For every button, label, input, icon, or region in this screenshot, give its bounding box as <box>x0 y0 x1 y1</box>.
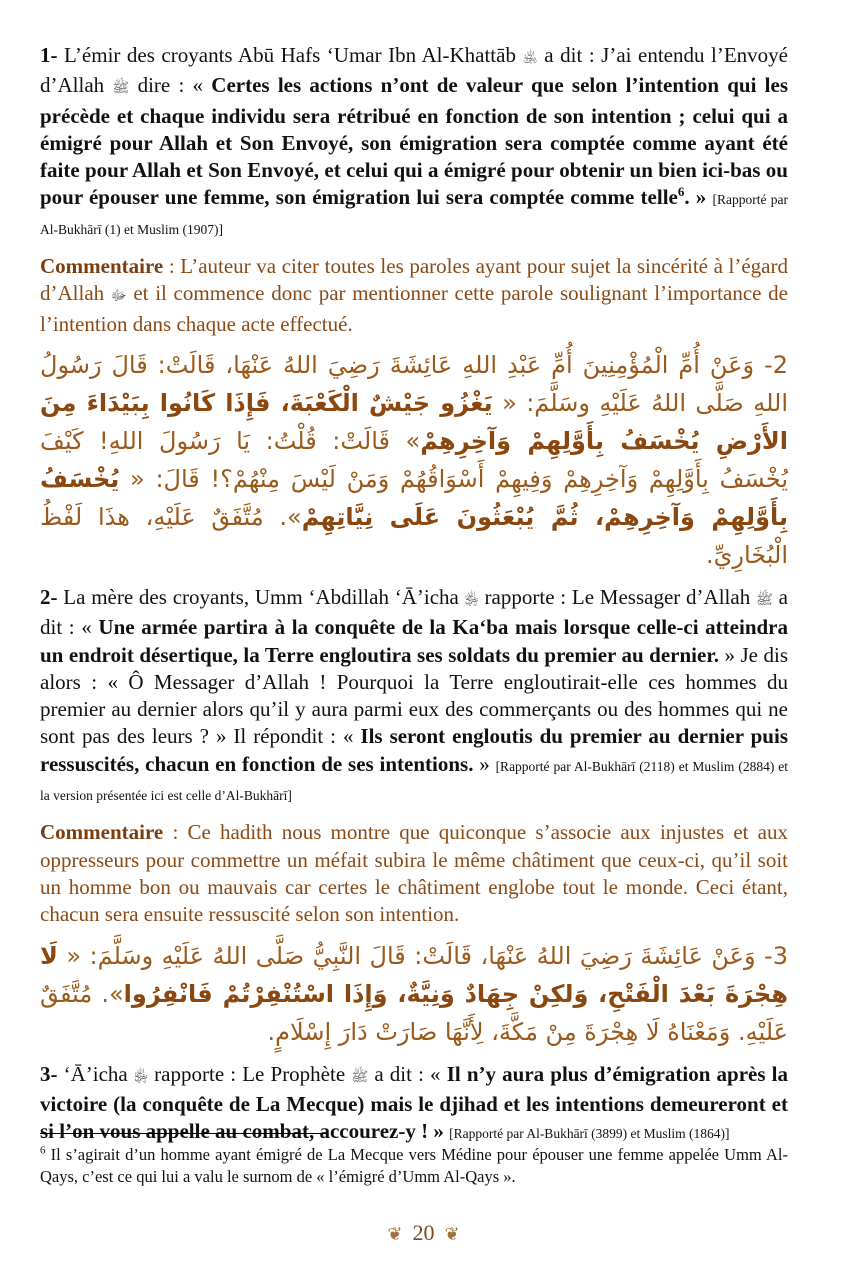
hadith-quote: يَغْزُو جَيْشٌ الْكَعْبَةَ، فَإِذَا كَانُوا بِبَيْدَاءَ مِنَ الأَرْضِ يُخْسَفُ بِأَوَّلِهِمْ وَآخِرِهِمْ <box>40 388 789 455</box>
hadith-quote: Ils seront engloutis du premier au dernier puis ressuscités, chacun en fonction de ses intentions. <box>40 724 788 776</box>
footnote-divider <box>40 1133 327 1134</box>
text: dire : « <box>129 73 212 98</box>
hadith-quote: لَا هِجْرَةَ بَعْدَ الْفَتْحِ، وَلكِنْ جِهَادٌ وَنِيَّةٌ، وَإِذَا اسْتُنْفِرْتُمْ فَانْفِرُوا <box>40 941 788 1008</box>
footnote-mark: 6 <box>40 1144 46 1157</box>
text: : Ce hadith nous montre que quiconque s’associe aux injustes et aux oppresseurs pour commettre un méfait subira le même châtiment que ceux-ci, qu’il soit un homme bon ou mauvais car certes le châtiment englobe tout le monde. Ceci étant, chacun sera ensuite ressuscité selon son intention. <box>40 820 788 927</box>
text: ‘Ā’icha <box>57 1061 134 1086</box>
floral-ornament-icon: ❦ <box>444 1224 460 1245</box>
text: 3- وَعَنْ عَائِشَةَ رَضِيَ اللهُ عَنْهَا، قَالَتْ: قَالَ النَّبِيُّ صَلَّى اللهُ عَلَيْهِ وسَلَّمَ: « <box>57 941 788 970</box>
commentary-2 <box>40 819 788 928</box>
page-footer <box>0 1220 847 1246</box>
hadith-quote: يُخْسَفُ بِأَوَّلِهِمْ وَآخِرِهِمْ، ثُمَّ يُبْعَثُونَ عَلَى نِيَّاتِهِمْ <box>40 464 789 531</box>
reference: [Rapporté par Al-Bukhārī (1) et Muslim (1907)] <box>40 192 789 237</box>
text: a dit : J’ai entendu l’Envoyé d’Allah <box>40 43 788 98</box>
text: a dit : « <box>40 584 788 640</box>
text: rapporte : Le Messager d’Allah <box>478 584 756 609</box>
footnote-text: Il s’agirait d’un homme ayant émigré de La Mecque vers Médine pour épouser une femme appelée Umm Al-Qays, c’est ce qui lui a valu le surnom de « l’émigré d’Umm Al-Qays ». <box>40 1145 788 1186</box>
honorific-icon: ﷺ <box>112 80 130 97</box>
page-number: 20 <box>412 1220 435 1245</box>
arabic-hadith-3 <box>40 937 788 1051</box>
text: L’émir des croyants Abū Hafs ‘Umar Ibn Al-Khattāb <box>57 43 523 67</box>
hadith-1-translation <box>40 42 788 243</box>
commentary-label: Commentaire <box>40 254 164 279</box>
honorific-icon: ﷺ <box>755 591 773 608</box>
text: : L’auteur va citer toutes les paroles ayant pour sujet la sincérité à l’égard d’Allah <box>40 254 788 306</box>
text: rapporte : Le Prophète <box>148 1061 352 1086</box>
hadith-quote: Certes les actions n’ont de valeur que selon l’intention qui les précède et chaque individu sera rétribué en fonction de son intention ; celui qui a émigré pour Allah et Son Envoyé, son émigration sera comptée comme ayant été faite pour Allah et Son Envoyé, et celui qui a émigré pour obtenir un bien ici-bas ou pour épouser une femme, son émigration lui sera comptée comme telle <box>40 73 789 210</box>
reference: [Rapporté par Al-Bukhārī (2118) et Muslim (2884) et la version présentée ici est celle d’Al-Bukhārī] <box>40 758 788 804</box>
page-body <box>40 42 788 1147</box>
hadith-quote: Une armée partira à la conquête de la Ka‘ba mais lorsque celle-ci atteindra un endroit désertique, la Terre engloutira ses soldats du premier au dernier. <box>40 615 789 667</box>
hadith-quote: Il n’y aura plus d’émigration après la victoire (la conquête de La Mecque) mais le djihad et les intentions demeureront et si l’on vous appelle au combat, accourez-y ! <box>40 1061 788 1144</box>
text: » قَالَتْ: قُلْتُ: يَا رَسُولَ اللهِ! كَيْفَ يُخْسَفُ بِأَوَّلِهِمْ وَآخِرِهِمْ وَفِيهِمْ أَسْوَاقُهُمْ وَمَنْ لَيْسَ مِنْهُمْ؟! قَالَ: « <box>40 426 788 493</box>
commentary-label: Commentaire <box>40 820 164 845</box>
text: 2- وَعَنْ أُمِّ الْمُؤْمِنِينَ أُمِّ عَبْدِ اللهِ عَائِشَةَ رَضِيَ اللهُ عَنْهَا، قَالَتْ: قَالَ رَسُولُ اللهِ صَلَّى اللهُ عَلَيْهِ وسَلَّمَ: « <box>40 350 789 417</box>
honorific-icon: ﵂ <box>133 1068 149 1085</box>
hadith-number: 3- <box>40 1061 58 1086</box>
text: . » <box>684 185 713 210</box>
text: et il commence donc par mentionner cette parole soulignant l’importance de l’intention dans chaque acte effectué. <box>40 281 788 336</box>
honorific-icon: ﷺ <box>351 1068 369 1085</box>
text: ». مُتَّفَقٌ عَلَيْهِ. وَمَعْنَاهُ لَا هِجْرَةَ مِنْ مَكَّةَ، لِأَنَّهَا صَارَتْ دَارَ إِسْلَامٍ. <box>40 979 788 1046</box>
reference: [Rapporté par Al-Bukhārī (3899) et Muslim (1864)] <box>449 1126 730 1142</box>
honorific-icon: ﵁ <box>522 50 538 66</box>
hadith-number: 2- <box>40 584 58 609</box>
honorific-icon: ﷻ <box>110 288 127 305</box>
commentary-1 <box>40 253 788 338</box>
text: » <box>473 751 496 776</box>
text: La mère des croyants, Umm ‘Abdillah ‘Ā’icha <box>57 584 465 609</box>
footnote <box>40 1144 788 1188</box>
footnote-link[interactable]: 6 <box>677 184 685 200</box>
text: » Je dis alors : « Ô Messager d’Allah ! Pourquoi la Terre engloutirait-elle ces hommes du premier au dernier alors qu’il y aura parmi eux des commerçants ou des hommes qui ne sont pas des leurs ? » Il répondit : « <box>40 642 788 749</box>
hadith-2-translation <box>40 584 788 809</box>
floral-ornament-icon: ❦ <box>387 1224 403 1245</box>
hadith-number: 1- <box>40 43 58 67</box>
text: » <box>428 1119 450 1144</box>
hadith-3-translation <box>40 1061 788 1148</box>
honorific-icon: ﵂ <box>464 591 479 608</box>
text: ». مُتَّفَقٌ عَلَيْهِ، هذَا لَفْظُ الْبُخَارِيِّ. <box>40 502 788 569</box>
text: a dit : « <box>368 1061 447 1086</box>
arabic-hadith-2 <box>40 346 788 574</box>
